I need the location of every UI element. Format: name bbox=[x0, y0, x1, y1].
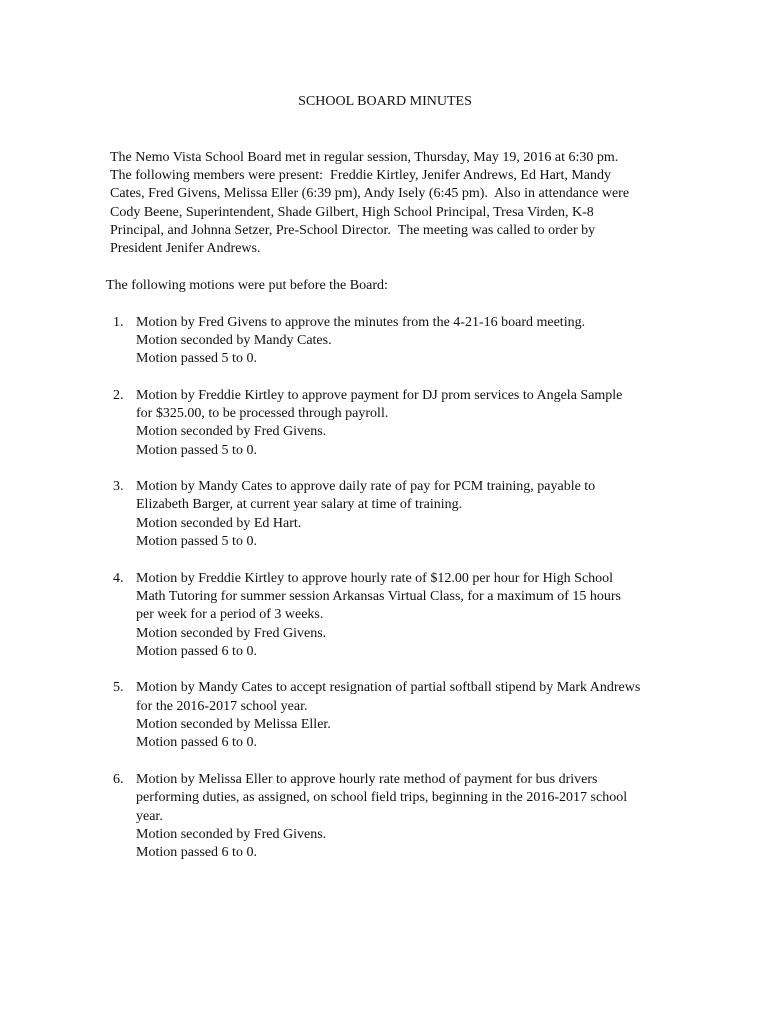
motion-line: Motion seconded by Mandy Cates. bbox=[136, 332, 332, 348]
motion-line: Motion passed 5 to 0. bbox=[136, 442, 257, 458]
motion-line: Motion seconded by Fred Givens. bbox=[136, 424, 327, 440]
motions-intro: The following motions were put before the Board: bbox=[106, 277, 388, 293]
motion-number: 2. bbox=[113, 387, 124, 403]
motion-line: Motion seconded by Melissa Eller. bbox=[136, 717, 331, 733]
motion-line: Motion by Freddie Kirtley to approve hourly rate of $12.00 per hour for High School bbox=[136, 570, 614, 586]
motion-line: Motion by Melissa Eller to approve hourly rate method of payment for bus drivers bbox=[136, 771, 598, 787]
motion-line: Math Tutoring for summer session Arkansas Virtual Class, for a maximum of 15 hours bbox=[136, 588, 621, 604]
intro-line: The Nemo Vista School Board met in regular session, Thursday, May 19, 2016 at 6:30 pm. bbox=[110, 149, 619, 165]
intro-line: The following members were present: Freddie Kirtley, Jenifer Andrews, Ed Hart, Mandy bbox=[110, 168, 612, 184]
motion-item-4 bbox=[0, 570, 770, 661]
motion-line: Elizabeth Barger, at current year salary at time of training. bbox=[136, 497, 463, 513]
motion-line: per week for a period of 3 weeks. bbox=[136, 607, 324, 623]
document-content bbox=[0, 93, 770, 863]
motion-line: Motion seconded by Ed Hart. bbox=[136, 515, 302, 531]
motion-line: Motion passed 6 to 0. bbox=[136, 643, 257, 659]
motion-line: Motion passed 6 to 0. bbox=[136, 845, 257, 861]
motion-item-6 bbox=[0, 771, 770, 862]
motion-number: 3. bbox=[113, 479, 124, 495]
intro-line: Principal, and Johnna Setzer, Pre-School Director. The meeting was called to order by bbox=[110, 223, 596, 239]
motion-number: 6. bbox=[113, 771, 124, 787]
motion-line: Motion passed 5 to 0. bbox=[136, 534, 257, 550]
intro-line: President Jenifer Andrews. bbox=[110, 241, 261, 257]
motion-item-1 bbox=[0, 314, 770, 369]
motion-line: Motion seconded by Fred Givens. bbox=[136, 826, 327, 842]
motion-line: for the 2016-2017 school year. bbox=[136, 698, 308, 714]
motion-item-3 bbox=[0, 478, 770, 551]
page-title: SCHOOL BOARD MINUTES bbox=[298, 93, 472, 109]
motion-line: Motion seconded by Fred Givens. bbox=[136, 625, 327, 641]
motion-line: performing duties, as assigned, on school field trips, beginning in the 2016-2017 school bbox=[136, 790, 628, 806]
motion-line: Motion passed 6 to 0. bbox=[136, 735, 257, 751]
motion-line: year. bbox=[136, 808, 163, 824]
motion-line: for $325.00, to be processed through payroll. bbox=[136, 405, 389, 421]
intro-line: Cody Beene, Superintendent, Shade Gilbert, High School Principal, Tresa Virden, K-8 bbox=[110, 204, 594, 220]
intro-paragraph bbox=[0, 149, 770, 259]
motion-item-5 bbox=[0, 679, 770, 752]
motion-line: Motion by Fred Givens to approve the minutes from the 4-21-16 board meeting. bbox=[136, 314, 586, 330]
motion-number: 5. bbox=[113, 680, 124, 696]
motion-item-2 bbox=[0, 387, 770, 460]
motion-line: Motion passed 5 to 0. bbox=[136, 351, 257, 367]
motion-number: 4. bbox=[113, 570, 124, 586]
motion-line: Motion by Mandy Cates to accept resignation of partial softball stipend by Mark Andrews bbox=[136, 680, 641, 696]
intro-line: Cates, Fred Givens, Melissa Eller (6:39 pm), Andy Isely (6:45 pm). Also in attendance were bbox=[110, 186, 630, 202]
motion-line: Motion by Mandy Cates to approve daily rate of pay for PCM training, payable to bbox=[136, 479, 596, 495]
motion-line: Motion by Freddie Kirtley to approve payment for DJ prom services to Angela Sample bbox=[136, 387, 623, 403]
motion-number: 1. bbox=[113, 314, 124, 330]
